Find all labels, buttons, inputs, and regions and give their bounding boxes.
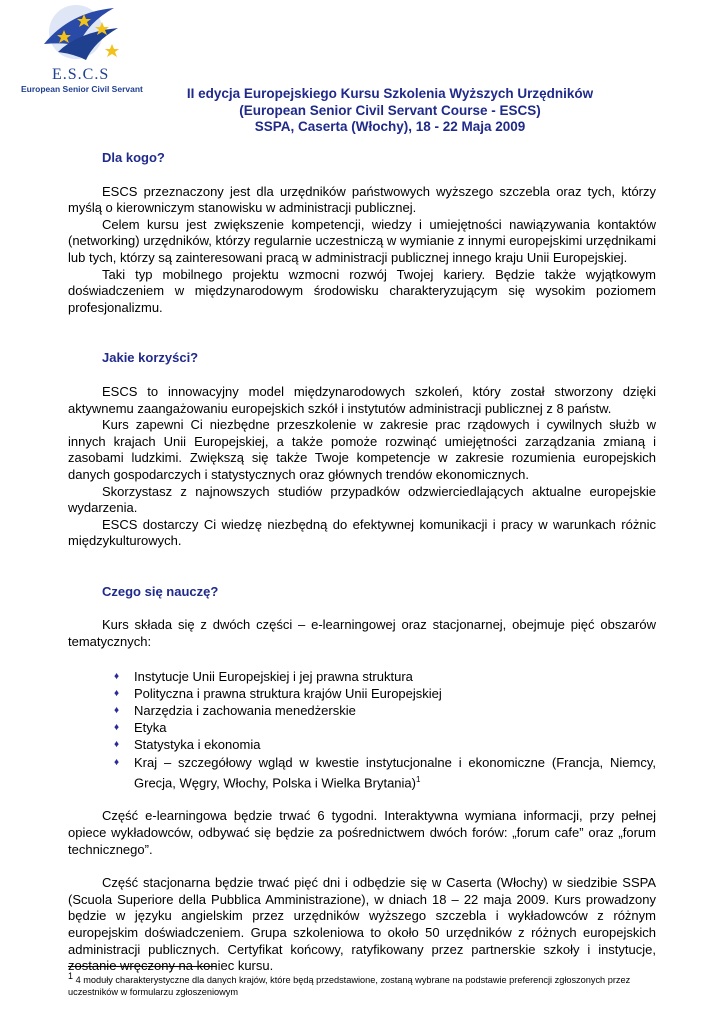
- footnote-text: 4 moduły charakterystyczne dla danych krajów, które będą przedstawione, zostaną wybrane na podstawie preferencji zgłoszonych przez uczestników w formularzu zgłoszeniowym: [68, 975, 631, 998]
- paragraph: Kurs składa się z dwóch części – e-learningowej oraz stacjonarnej, obejmuje pięć obszarów tematycznych:: [68, 617, 656, 650]
- footnote-mark: 1: [68, 971, 74, 981]
- list-item: ♦ Polityczna i prawna struktura krajów Unii Europejskiej: [114, 685, 442, 701]
- paragraph: Skorzystasz z najnowszych studiów przypadków odzwierciedlających aktualne europejskie wydarzenia.: [68, 483, 656, 516]
- logo-acronym: E.S.C.S: [52, 66, 110, 83]
- document-body: [68, 150, 656, 975]
- footnote-reference[interactable]: 1: [415, 774, 421, 784]
- paragraph: Część e-learningowa będzie trwać 6 tygodni. Interaktywna wymiana informacji, przy pełnej opiece wykładowców, odbywać się będzie za pośrednictwem dwóch forów: „forum cafe” oraz „forum technicznego”.: [68, 808, 656, 857]
- diamond-bullet-icon: ♦: [114, 722, 120, 734]
- heading-dla-kogo: Dla kogo?: [102, 150, 165, 165]
- paragraph: ESCS przeznaczony jest dla urzędników państwowych wyższego szczebla oraz tych, którzy myślą o kierowniczym stanowisku w administracji publicznej.: [68, 183, 656, 216]
- diamond-bullet-icon: ♦: [114, 756, 120, 768]
- paragraph: Taki typ mobilnego projektu wzmocni rozwój Twojej kariery. Będzie także wyjątkowym doświadczeniem w międzynarodowym środowisku charakteryzującym się wysokim poziomem profesjonalizmu.: [68, 266, 656, 315]
- paragraph: ESCS dostarczy Ci wiedzę niezbędną do efektywnej komunikacji i pracy w warunkach różnic międzykulturowych.: [68, 516, 656, 549]
- footnote-separator: [68, 966, 216, 967]
- heading-jakie-korzysci: Jakie korzyści?: [102, 350, 199, 366]
- paragraph: Część stacjonarna będzie trwać pięć dni i odbędzie się w Caserta (Włochy) w siedzibie SSPA (Scuola Superiore della Pubblica Amministrazione), w dniach 18 – 22 maja 2009. Kurs prowadzony będzie w języku angielskim przez urzędników wyższego szczebla i wykładowców z różnym europejskim doświadczeniem. Grupa szkoleniowa to około 50 urzędników z różnych europejskich administracji publicznych. Certyfikat końcowy, ratyfikowany przez partnerskie szkoły i instytucje, zostanie wręczony na koniec kursu.: [68, 875, 656, 974]
- title-line-3: SSPA, Caserta (Włochy), 18 - 22 Maja 2009: [254, 119, 526, 134]
- title-line-1: II edycja Europejskiego Kursu Szkolenia Wyższych Urzędników: [186, 86, 594, 101]
- document-title: [100, 86, 680, 136]
- list-item: ♦ Kraj – szczegółowy wgląd w kwestie instytucjonalne i ekonomiczne (Francja, Niemcy, Grecja, Węgry, Włochy, Polska i Wielka Brytania)$^1$: [114, 754, 656, 791]
- diamond-bullet-icon: ♦: [114, 739, 120, 751]
- paragraph: Kurs zapewni Ci niezbędne przeszkolenie w zakresie prac rządowych i cywilnych służb w innych krajach Unii Europejskiej, a także pomoże rozwinąć umiejętności zarządzania zmianą i zasobami ludzkimi. Zwiększą się także Twoje kompetencje w zakresie rozumienia europejskich danych gospodarczych i statystycznych oraz głównych trendów ekonomicznych.: [68, 417, 656, 482]
- title-line-2: (European Senior Civil Servant Course - ESCS): [239, 102, 541, 118]
- paragraph: Celem kursu jest zwiększenie kompetencji, wiedzy i umiejętności nawiązywania kontaktów (networking) urzędników, którzy regularnie uczestniczą w wymianie z innymi europejskimi urzędnikami lub tych, którzy są zainteresowani pracą w administracji publicznej innego kraju Unii Europejskiej.: [68, 216, 656, 265]
- list-item: ♦ Narzędzia i zachowania menedżerskie: [114, 703, 356, 719]
- topics-list: [68, 668, 656, 792]
- diamond-bullet-icon: ♦: [114, 705, 120, 717]
- list-item: ♦ Etyka: [114, 720, 167, 736]
- heading-czego-sie-naucze: Czego się nauczę?: [102, 583, 219, 599]
- list-item: ♦ Instytucje Unii Europejskiej i jej prawna struktura: [114, 668, 413, 684]
- diamond-bullet-icon: ♦: [114, 670, 120, 682]
- diamond-bullet-icon: ♦: [114, 687, 120, 699]
- paragraph: ESCS to innowacyjny model międzynarodowych szkoleń, który został stworzony dzięki aktywnemu zaangażowaniu europejskich szkół i instytutów administracji publicznej z 8 państw.: [68, 383, 656, 416]
- escs-logo-graphic: [18, 2, 138, 72]
- logo-caption: European Senior Civil Servant: [21, 84, 143, 94]
- logo-star-icon: [105, 44, 119, 57]
- list-item: ♦ Statystyka i ekonomia: [114, 737, 261, 753]
- footnote: [68, 970, 658, 998]
